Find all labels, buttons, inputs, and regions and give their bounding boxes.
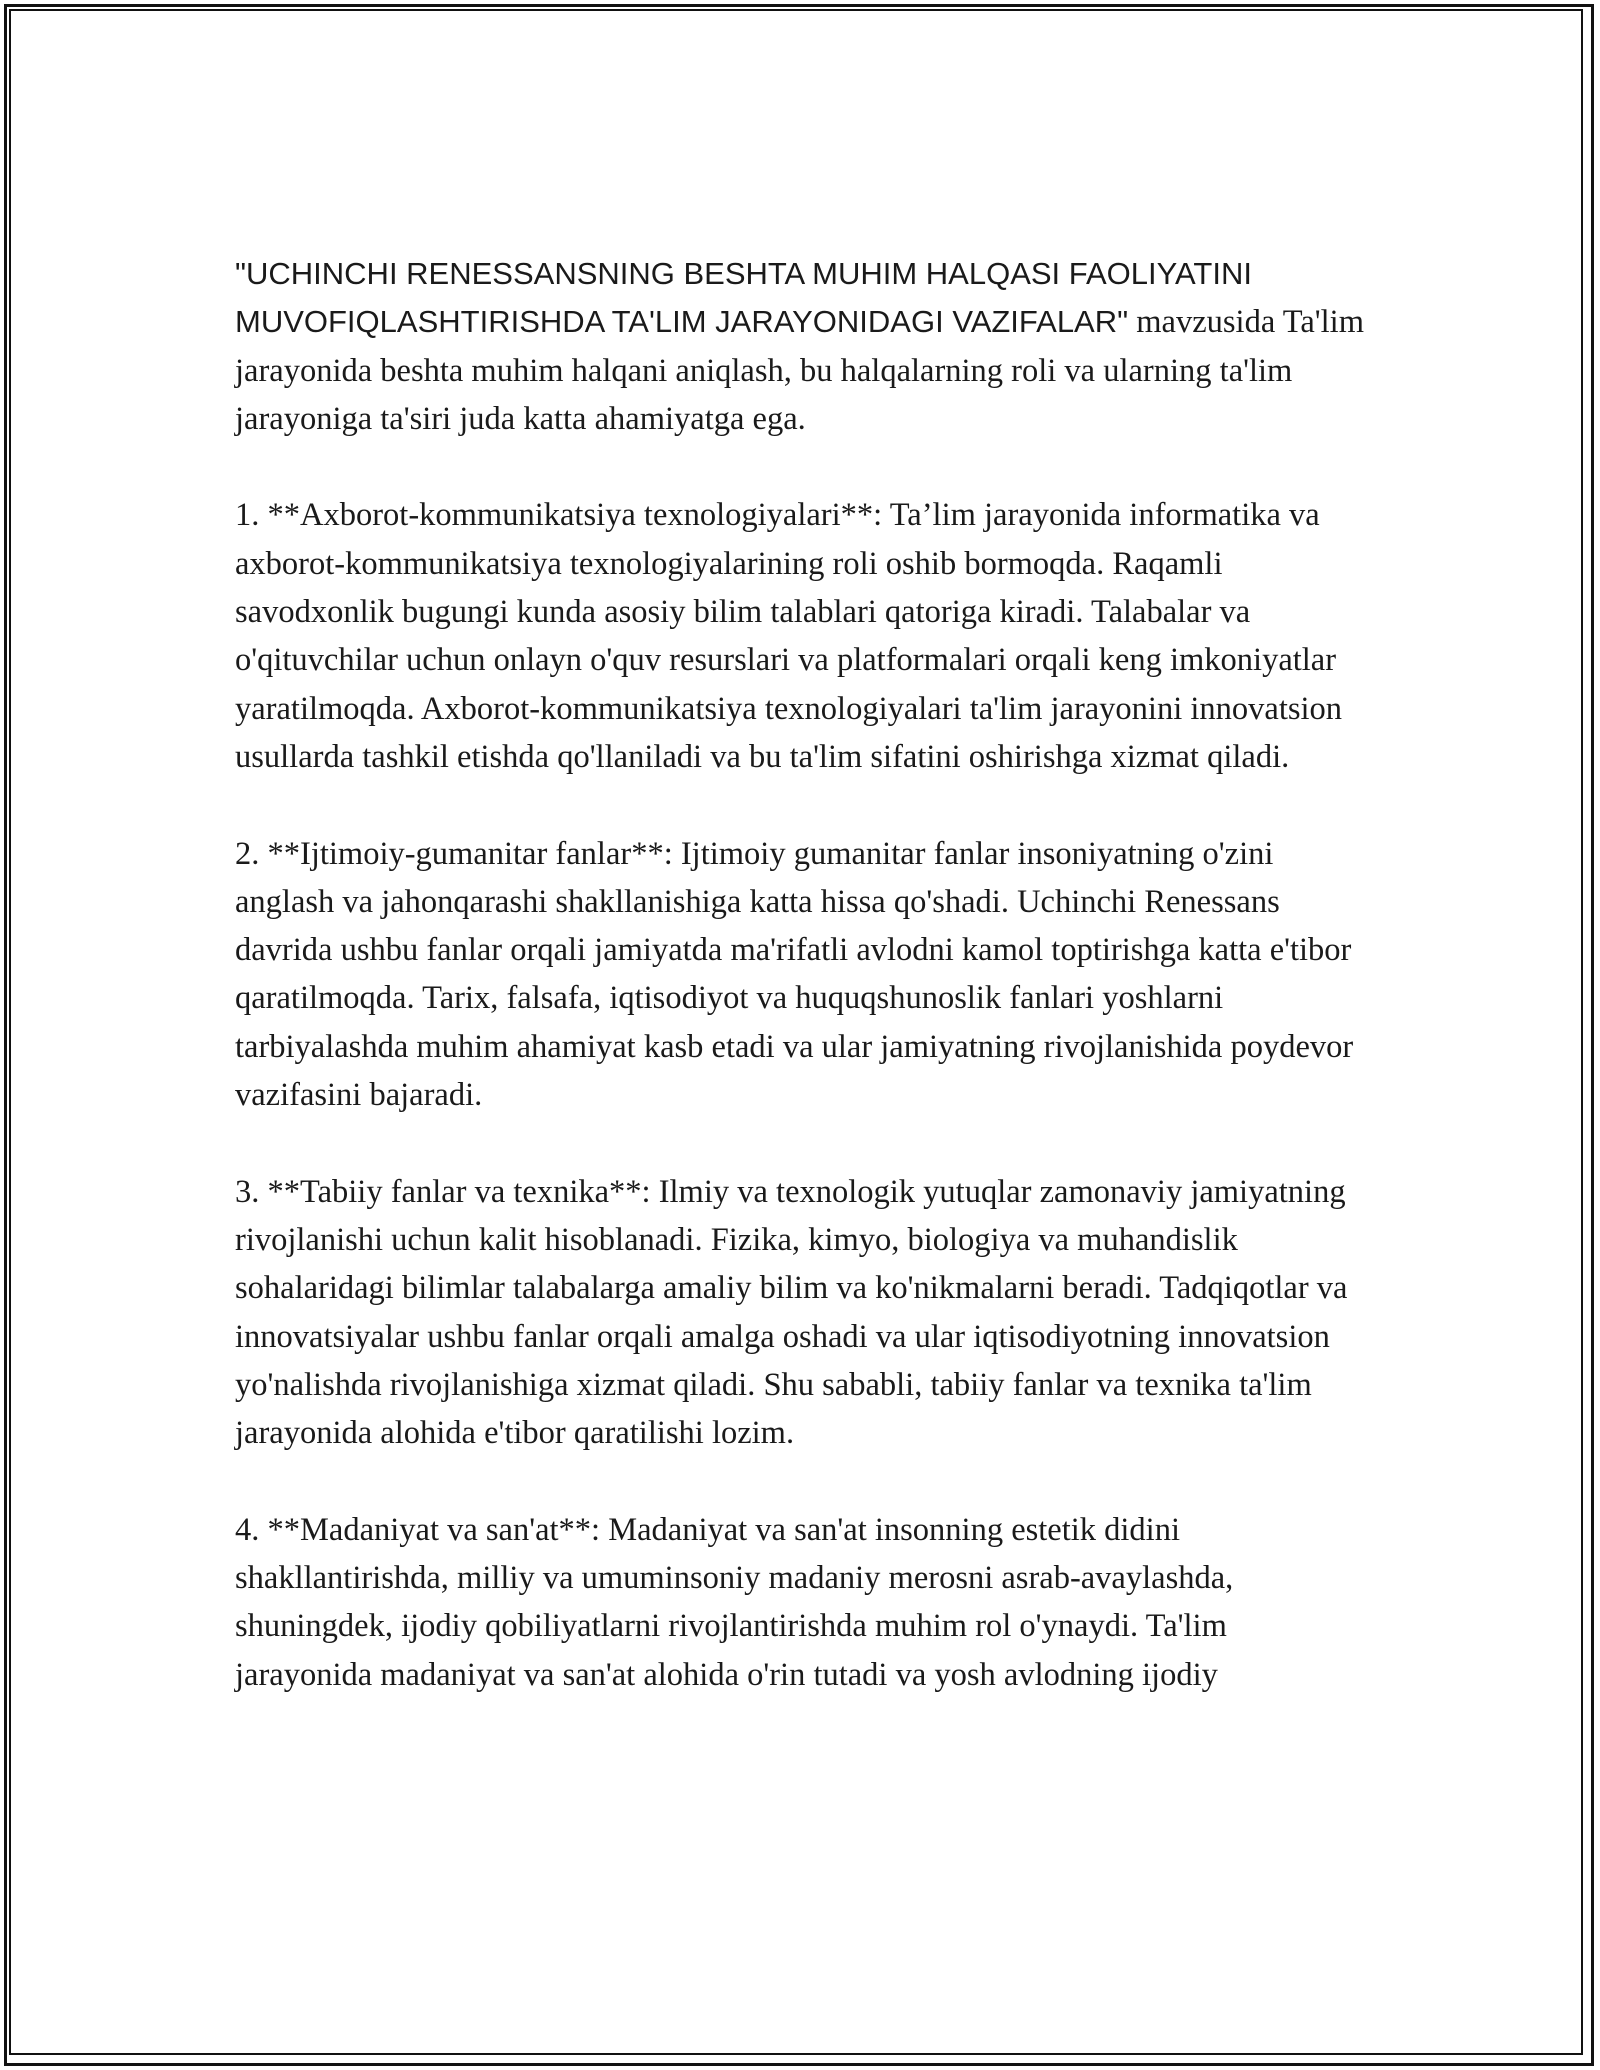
document-title: "UCHINCHI RENESSANSNING BESHTA MUHIM HALQASI FAOLIYATINI MUVOFIQLASHTIRISHDA TA'LIM JARAYONIDAGI VAZIFALAR" <box>235 256 1252 340</box>
paragraph-2: 2. **Ijtimoiy-gumanitar fanlar**: Ijtimoiy gumanitar fanlar insoniyatning o'zini anglash va jahonqarashi shakllanishiga katta hissa qo'shadi. Uchinchi Renessans davrida ushbu fanlar orqali jamiyatda ma'rifatli avlodni kamol toptirishga katta e'tibor qaratilmoqda. Tarix, falsafa, iqtisodiyot va huquqshunoslik fanlari yoshlarni tarbiyalashda muhim ahamiyat kasb etadi va ular jamiyatning rivojlanishida poydevor vazifasini bajaradi. <box>235 835 1354 1114</box>
document-body <box>235 250 1370 1747</box>
paragraph-3: 3. **Tabiiy fanlar va texnika**: Ilmiy va texnologik yutuqlar zamonaviy jamiyatning rivojlanishi uchun kalit hisoblanadi. Fizika, kimyo, biologiya va muhandislik sohalaridagi bilimlar talabalarga amaliy bilim va ko'nikmalarni beradi. Tadqiqotlar va innovatsiyalar ushbu fanlar orqali amalga oshadi va ular iqtisodiyotning innovatsion yo'nalishda rivojlanishiga xizmat qiladi. Shu sababli, tabiiy fanlar va texnika ta'lim jarayonida alohida e'tibor qaratilishi lozim. <box>235 1173 1348 1452</box>
paragraph-1: 1. **Axborot-kommunikatsiya texnologiyalari**: Ta’lim jarayonida informatika va axborot-kommunikatsiya texnologiyalarining roli oshib bormoqda. Raqamli savodxonlik bugungi kunda asosiy bilim talablari qatoriga kiradi. Talabalar va o'qituvchilar uchun onlayn o'quv resurslari va platformalari orqali keng imkoniyatlar yaratilmoqda. Axborot-kommunikatsiya texnologiyalari ta'lim jarayonini innovatsion usullarda tashkil etishda qo'llaniladi va bu ta'lim sifatini oshirishga xizmat qiladi. <box>235 497 1343 775</box>
paragraph-4: 4. **Madaniyat va san'at**: Madaniyat va san'at insonning estetik didini shakllantirishda, milliy va umuminsoniy madaniy merosni asrab-avaylashda, shuningdek, ijodiy qobiliyatlarni rivojlantirishda muhim rol o'ynaydi. Ta'lim jarayonida madaniyat va san'at alohida o'rin tutadi va yosh avlodning ijodiy <box>235 1511 1234 1693</box>
intro-text: mavzusida Ta'lim jarayonida beshta muhim halqani aniqlash, bu halqalarning roli va ularning ta'lim jarayoniga ta'siri juda katta ahamiyatga ega. <box>235 304 1364 437</box>
intro-paragraph <box>235 250 1370 443</box>
